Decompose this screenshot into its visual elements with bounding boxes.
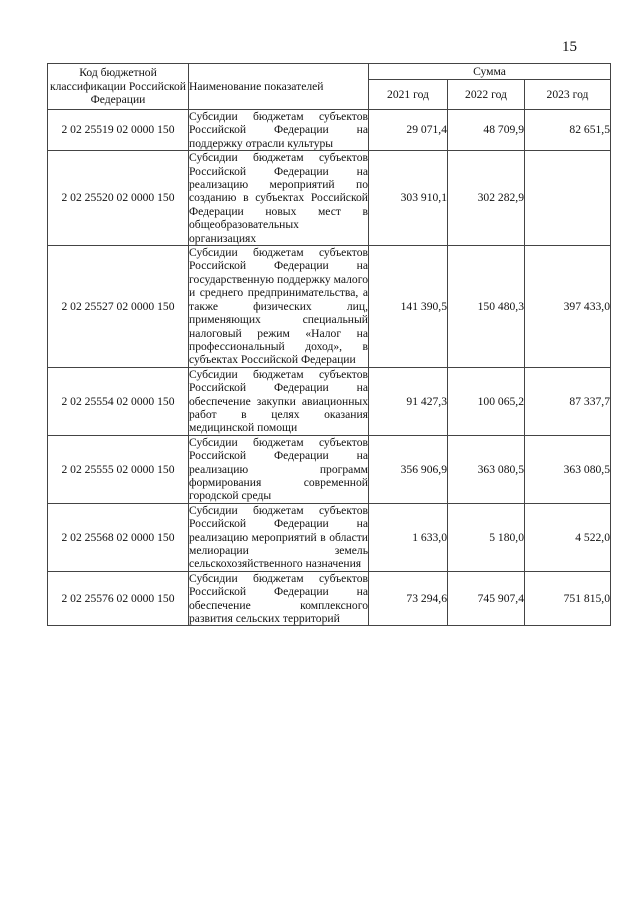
header-name: Наименование показателей xyxy=(189,64,369,110)
budget-code-cell: 2 02 25519 02 0000 150 xyxy=(48,110,189,151)
value-2023-cell: 751 815,0 xyxy=(525,571,611,626)
indicator-name-cell: Субсидии бюджетам субъектов Российской Федерации на государственную поддержку малого и среднего предпринимательства, а также физических лиц, применяющих специальный налоговый режим «Налог на профессиональный доход», в субъектах Российской Федерации xyxy=(189,246,368,367)
header-sum: Сумма xyxy=(369,64,611,80)
indicator-name-cell: Субсидии бюджетам субъектов Российской Федерации на реализацию программ формирования современной городской среды xyxy=(189,435,368,503)
header-year-2022: 2022 год xyxy=(448,80,525,110)
budget-code-cell: 2 02 25555 02 0000 150 xyxy=(48,435,189,503)
value-2021-cell: 356 906,9 xyxy=(369,435,448,503)
value-2021-cell: 29 071,4 xyxy=(369,110,448,151)
indicator-name-cell: Субсидии бюджетам субъектов Российской Федерации на поддержку отрасли культуры xyxy=(189,110,368,150)
value-2021-cell: 1 633,0 xyxy=(369,503,448,571)
table-row xyxy=(48,367,611,435)
header-year-2023: 2023 год xyxy=(525,80,611,110)
table-row xyxy=(48,246,611,368)
budget-code-cell: 2 02 25568 02 0000 150 xyxy=(48,503,189,571)
header-year-2021: 2021 год xyxy=(369,80,448,110)
table-row xyxy=(48,571,611,626)
budget-code-cell: 2 02 25520 02 0000 150 xyxy=(48,151,189,246)
budget-table xyxy=(47,63,611,626)
table-row xyxy=(48,435,611,503)
value-2022-cell: 363 080,5 xyxy=(448,435,525,503)
value-2023-cell xyxy=(525,151,611,246)
value-2022-cell: 302 282,9 xyxy=(448,151,525,246)
value-2022-cell: 745 907,4 xyxy=(448,571,525,626)
value-2022-cell: 48 709,9 xyxy=(448,110,525,151)
table-body xyxy=(48,110,611,626)
table-row xyxy=(48,151,611,246)
value-2021-cell: 91 427,3 xyxy=(369,367,448,435)
budget-code-cell: 2 02 25576 02 0000 150 xyxy=(48,571,189,626)
value-2023-cell: 363 080,5 xyxy=(525,435,611,503)
page-number: 15 xyxy=(562,39,577,55)
indicator-name-cell: Субсидии бюджетам субъектов Российской Федерации на реализацию мероприятий в области мелиорации земель сельскохозяйственного назначения xyxy=(189,503,368,571)
indicator-name-cell: Субсидии бюджетам субъектов Российской Федерации на обеспечение закупки авиационных работ в целях оказания медицинской помощи xyxy=(189,367,368,435)
value-2021-cell: 141 390,5 xyxy=(369,246,448,368)
value-2022-cell: 100 065,2 xyxy=(448,367,525,435)
value-2022-cell: 5 180,0 xyxy=(448,503,525,571)
value-2023-cell: 4 522,0 xyxy=(525,503,611,571)
header-code: Код бюджетной классификации Российской Федерации xyxy=(48,64,189,110)
indicator-name-cell: Субсидии бюджетам субъектов Российской Федерации на обеспечение комплексного развития сельских территорий xyxy=(189,571,368,626)
value-2022-cell: 150 480,3 xyxy=(448,246,525,368)
value-2023-cell: 397 433,0 xyxy=(525,246,611,368)
value-2023-cell: 82 651,5 xyxy=(525,110,611,151)
value-2021-cell: 73 294,6 xyxy=(369,571,448,626)
value-2023-cell: 87 337,7 xyxy=(525,367,611,435)
budget-code-cell: 2 02 25527 02 0000 150 xyxy=(48,246,189,368)
value-2021-cell: 303 910,1 xyxy=(369,151,448,246)
table-row xyxy=(48,503,611,571)
table-row xyxy=(48,110,611,151)
table-header xyxy=(48,64,611,110)
budget-code-cell: 2 02 25554 02 0000 150 xyxy=(48,367,189,435)
indicator-name-cell: Субсидии бюджетам субъектов Российской Федерации на реализацию мероприятий по созданию в субъектах Российской Федерации новых мест в общеобразовательных организациях xyxy=(189,151,368,245)
